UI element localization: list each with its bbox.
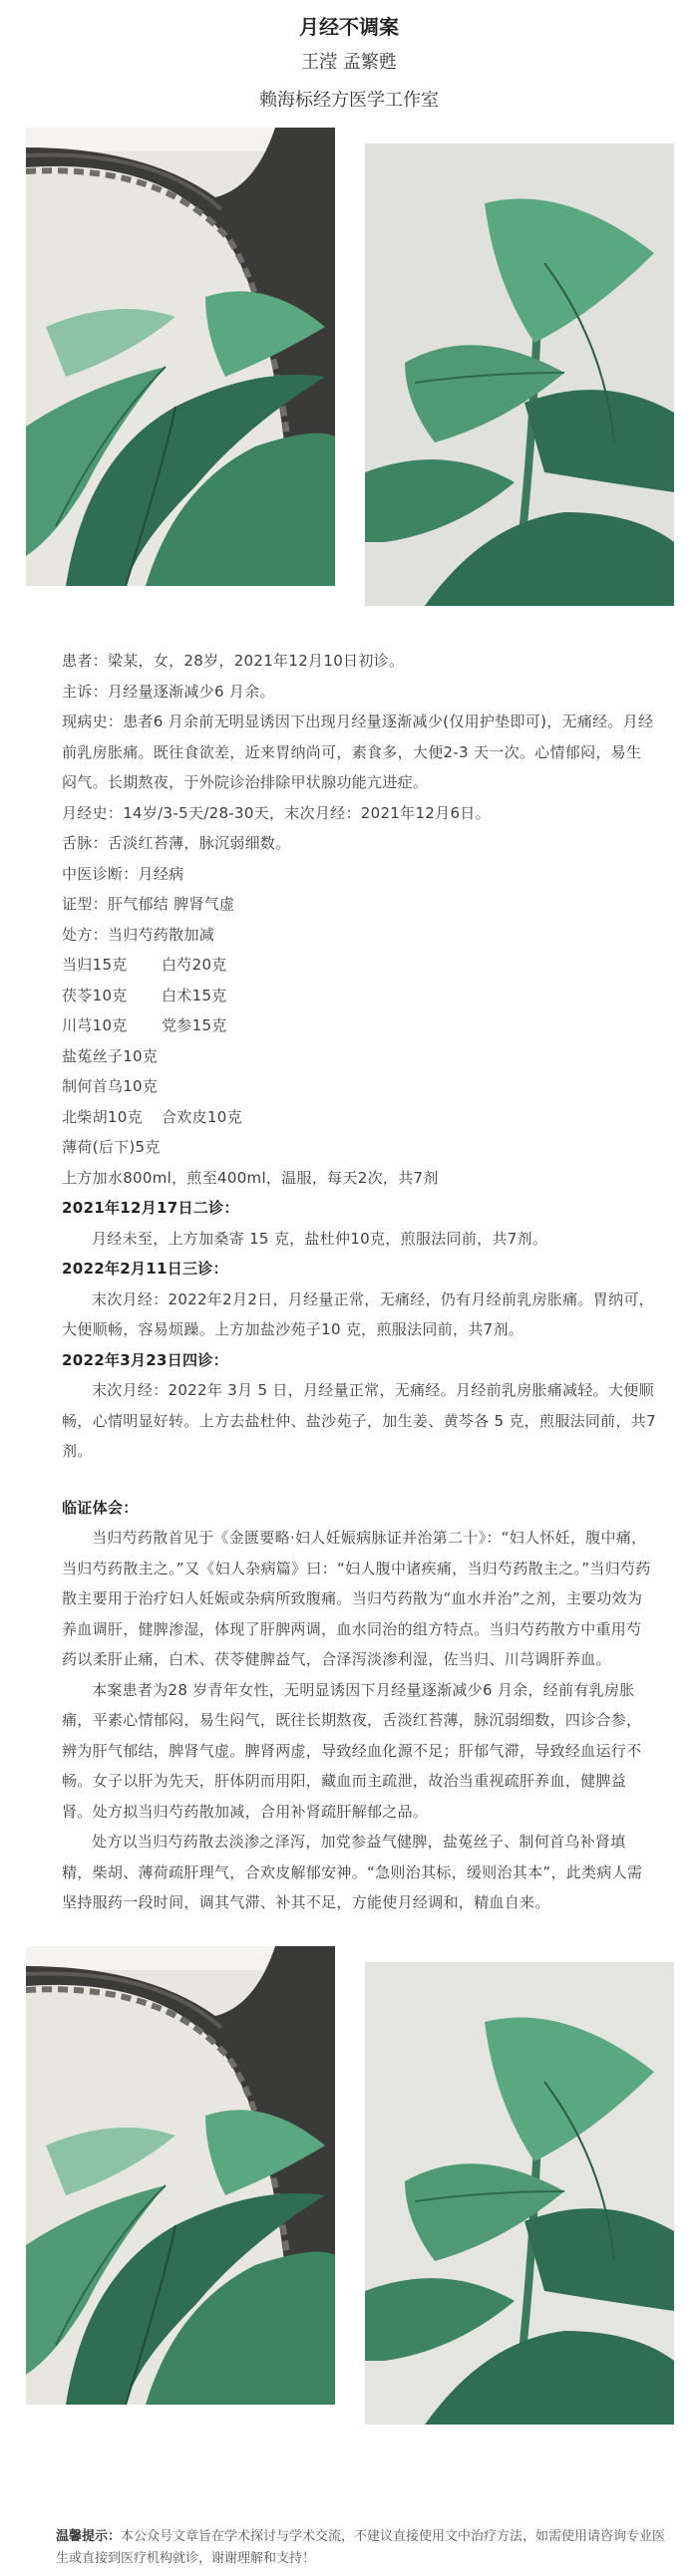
syndrome-type: 证型：肝气郁结 脾肾气虚: [62, 895, 235, 913]
banana-leaf-photo-left: [26, 128, 335, 586]
article-authors: 王滢 孟繁甦: [301, 52, 397, 73]
disclaimer-label: 温馨提示：: [56, 2529, 122, 2544]
herb-row: 当归15克 白芍20克: [62, 956, 227, 974]
visit-text-3: 末次月经：2022年2月2日，月经量正常，无痛经，仍有月经前乳房胀痛。胃纳可，大便顺畅，容易烦躁。上方加盐沙苑子10 克，煎服法同前，共7剂。: [62, 1289, 654, 1338]
visit-heading-2: 2021年12月17日二诊：: [62, 1199, 239, 1217]
prescription-name: 处方：当归芍药散加减: [62, 925, 215, 944]
commentary-heading: 临证体会：: [62, 1498, 139, 1517]
article-header: [0, 0, 698, 118]
menstrual-history: 月经史：14岁/3-5天/28-30天，末次月经：2021年12月6日。: [62, 803, 491, 822]
disclaimer-text: 本公众号文章旨在学术探讨与学术交流，不建议直接使用文中治疗方法，如需使用请咨询专业医生或直接到医疗机构就诊，谢谢理解和支持！: [56, 2529, 666, 2566]
herb-row: 制何首乌10克: [62, 1077, 159, 1095]
article-organization: 赖海标经方医学工作室: [259, 90, 439, 111]
disclaimer: [0, 2526, 698, 2570]
herb-row: 盐菟丝子10克: [62, 1046, 159, 1065]
banana-leaf-photo-right: [365, 1962, 674, 2425]
banana-leaf-photo-right: [365, 143, 674, 606]
tongue-pulse: 舌脉：舌淡红苔薄，脉沉弱细数。: [62, 834, 291, 852]
visit-heading-4: 2022年3月23日四诊：: [62, 1350, 228, 1369]
article-title: 月经不调案: [299, 15, 399, 39]
herb-row: 薄荷(后下)5克: [62, 1138, 161, 1156]
patient-info: 患者：梁某，女，28岁，2021年12月10日初诊。: [62, 652, 405, 670]
case-record: [0, 646, 698, 1918]
photo-pair-bottom: [0, 1946, 698, 2434]
banana-leaf-photo-left: [26, 1946, 335, 2405]
visit-text-2: 月经未至，上方加桑寄 15 克，盐杜仲10克，煎服法同前，共7剂。: [92, 1229, 548, 1248]
tcm-diagnosis: 中医诊断：月经病: [62, 864, 184, 883]
herb-row: 茯苓10克 白术15克: [62, 986, 227, 1004]
chief-complaint: 主诉：月经量逐渐减少6 月余。: [62, 682, 275, 701]
photo-pair-top: [0, 128, 698, 626]
dosage-instructions: 上方加水800ml，煎至400ml，温服，每天2次，共7剂: [62, 1168, 439, 1187]
present-history: 现病史：患者6 月余前无明显诱因下出现月经量逐渐减少(仅用护垫即可)，无痛经。月经前乳房胀痛。既往食欲差，近来胃纳尚可，素食多，大便2-3 天一次。心情郁闷，易生闷气。长期熬夜，于外院诊治排除甲状腺功能亢进症。: [62, 713, 654, 791]
herb-row: 北柴胡10克 合欢皮10克: [62, 1107, 242, 1126]
commentary-paragraph: 本案患者为28 岁青年女性，无明显诱因下月经量逐渐减少6 月余，经前有乳房胀痛，平素心情郁闷，易生闷气，既往长期熬夜，舌淡红苔薄，脉沉弱细数，四诊合参，辨为肝气郁结，脾肾气虚。脾肾两虚，导致经血化源不足；肝郁气滞，导致经血运行不畅。女子以肝为先天，肝体阴而用阳，藏血而主疏泄，故治当重视疏肝养血，健脾益肾。处方拟当归芍药散加减，合用补肾疏肝解郁之品。: [62, 1680, 642, 1821]
commentary-paragraph: 当归芍药散首见于《金匮要略·妇人妊娠病脉证并治第二十》：“妇人怀妊，腹中痛，当归芍药散主之。”又《妇人杂病篇》曰：“妇人腹中诸疾痛，当归芍药散主之。”当归芍药散主要用于治疗妇人妊娠或杂病所致腹痛。当归芍药散为“血水并治”之剂，主要功效为养血调肝，健脾渗湿，体现了肝脾两调，血水同治的组方特点。当归芍药散方中重用芍药以柔肝止痛，白术、茯苓健脾益气，合泽泻淡渗利湿，佐当归、川芎调肝养血。: [62, 1529, 651, 1668]
visit-heading-3: 2022年2月11日三诊：: [62, 1260, 228, 1278]
visit-text-4: 末次月经：2022年 3月 5 日，月经量正常，无痛经。月经前乳房胀痛减轻。大便顺畅，心情明显好转。上方去盐杜仲、盐沙苑子，加生姜、黄芩各 5 克，煎服法同前，共7剂。: [62, 1381, 656, 1460]
commentary-paragraph: 处方以当归芍药散去淡渗之泽泻，加党参益气健脾，盐菟丝子、制何首乌补肾填精，柴胡、薄荷疏肝理气，合欢皮解郁安神。“急则治其标，缓则治其本”，此类病人需坚持服药一段时间，调其气滞、补其不足，方能使月经调和，精血自来。: [62, 1833, 643, 1911]
herb-row: 川芎10克 党参15克: [62, 1016, 227, 1034]
